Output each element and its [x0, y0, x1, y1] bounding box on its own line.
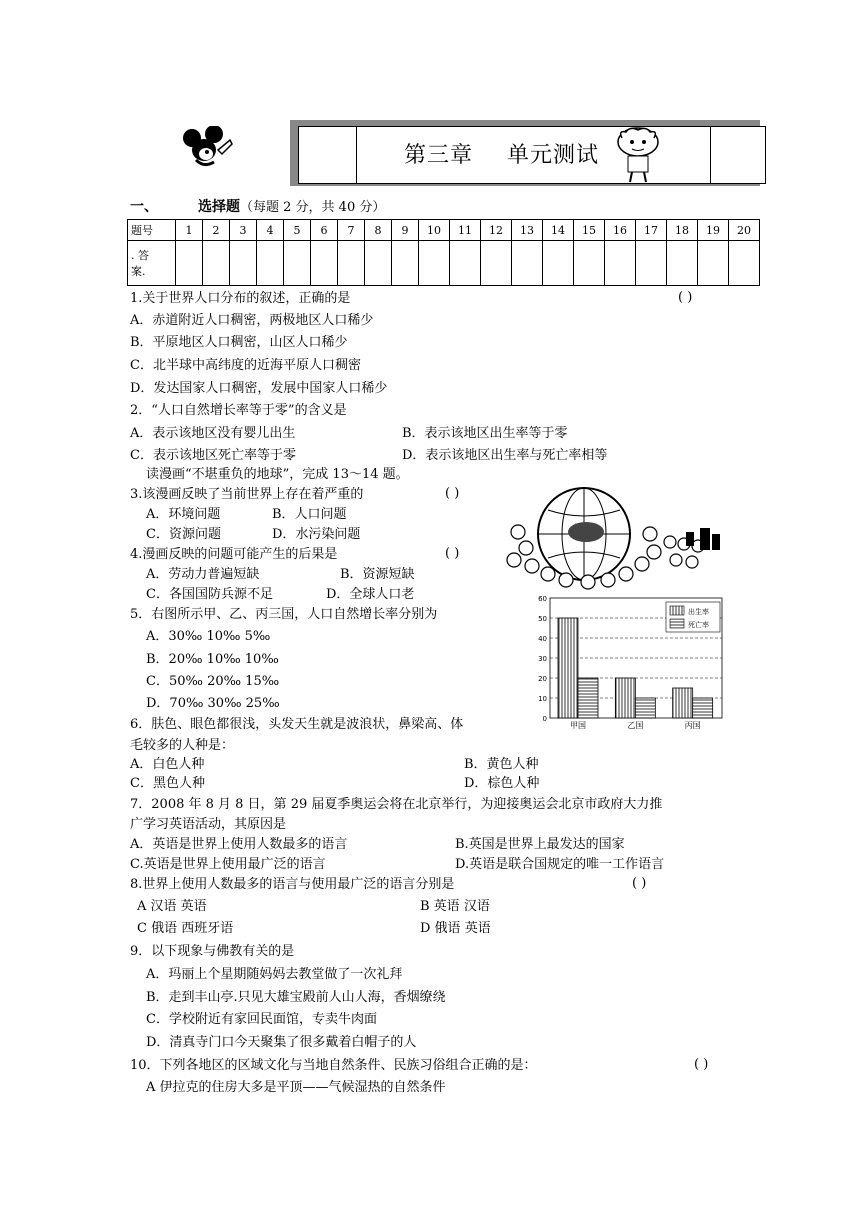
question-10: 10．下列各地区的区域文化与当地自然条件、民族习俗组合正确的是：: [130, 1058, 537, 1073]
question-number-cell: 14: [543, 220, 574, 241]
option-b: B．平原地区人口稠密，山区人口稀少: [130, 335, 348, 350]
question-4: 4.漫画反映的问题可能产生的后果是: [130, 547, 338, 562]
page-title: [404, 138, 633, 169]
answer-paren: ( ): [694, 1057, 709, 1072]
question-number-cell: 19: [698, 220, 729, 241]
question-3: 3.该漫画反映了当前世界上存在着严重的: [130, 487, 364, 502]
answer-cell[interactable]: [284, 241, 311, 286]
question-7: 7．2008 年 8 月 8 日，第 29 届夏季奥运会将在北京举行，为迎接奥运会北京市政府大力推: [130, 797, 663, 812]
answer-cell[interactable]: [636, 241, 667, 286]
answer-cell[interactable]: [365, 241, 392, 286]
answer-cell[interactable]: [729, 241, 760, 286]
option-c: C．各国国防兵源不足: [146, 587, 273, 602]
section-title: [130, 196, 385, 216]
option-a: A 汉语 英语: [137, 899, 207, 914]
answer-label-line: 案.: [131, 265, 146, 278]
y-tick-label: 60: [538, 595, 547, 603]
answer-cell[interactable]: [203, 241, 230, 286]
option-b: B.英国是世界上最发达的国家: [455, 837, 625, 852]
question-number-cell: 3: [230, 220, 257, 241]
option-d: D．全球人口老: [326, 587, 415, 602]
answer-paren: ( ): [632, 876, 647, 891]
question-6-cont: 毛较多的人种是：: [130, 738, 235, 753]
section-number: 一、: [130, 199, 158, 215]
option-a: A．劳动力普遍短缺: [146, 567, 260, 582]
x-tick-label: 丙国: [684, 721, 701, 730]
y-tick-label: 0: [542, 715, 547, 723]
y-tick-label: 30: [538, 655, 547, 663]
birth-death-rate-chart: [528, 594, 728, 738]
section-name: 选择题: [198, 199, 240, 215]
question-number-cell: 18: [667, 220, 698, 241]
y-tick-label: 10: [538, 695, 547, 703]
question-8: 8.世界上使用人数最多的语言与使用最广泛的语言分别是: [130, 877, 455, 892]
option-c: C．表示该地区死亡率等于零: [130, 448, 296, 463]
option-a: A．英语是世界上使用人数最多的语言: [130, 837, 348, 852]
option-b: B 英语 汉语: [420, 899, 490, 914]
answer-paren: ( ): [445, 546, 460, 561]
option-a: A．玛丽上个星期随妈妈去教堂做了一次礼拜: [146, 967, 403, 982]
answer-cell[interactable]: [176, 241, 203, 286]
chart-svg: [528, 594, 728, 734]
section-note: （每题 2 分，共 40 分）: [240, 200, 386, 215]
question-number-cell: 6: [311, 220, 338, 241]
question-6: 6．肤色、眼色都很浅，头发天生就是波浪状，鼻梁高、体: [130, 717, 464, 732]
x-tick-label: 甲国: [570, 721, 586, 730]
question-number-cell: 16: [605, 220, 636, 241]
option-d: D 俄语 英语: [420, 921, 491, 936]
option-b: B．资源短缺: [340, 567, 415, 582]
option-d: D．70‰ 30‰ 25‰: [146, 696, 280, 711]
answer-cell[interactable]: [338, 241, 365, 286]
overburdened-earth-cartoon: [504, 482, 724, 596]
option-c: C．50‰ 20‰ 15‰: [146, 674, 280, 689]
question-number-cell: 15: [574, 220, 605, 241]
answer-cell[interactable]: [450, 241, 481, 286]
question-2: 2．“人口自然增长率等于零”的含义是: [130, 403, 347, 418]
answer-cell[interactable]: [574, 241, 605, 286]
answer-table: [127, 219, 760, 286]
y-tick-label: 20: [538, 675, 547, 683]
option-b: B．表示该地区出生率等于零: [402, 426, 568, 441]
bar-死亡率: [693, 698, 713, 718]
reading-instruction: 读漫画“不堪重负的地球”，完成 13～14 题。: [146, 467, 409, 482]
option-c: C 俄语 西班牙语: [137, 921, 234, 936]
answer-cell[interactable]: [667, 241, 698, 286]
question-number-cell: 20: [729, 220, 760, 241]
title-label: 单元测试: [507, 143, 600, 168]
cartoon-sheep-icon: [612, 124, 664, 188]
question-number-cell: 17: [636, 220, 667, 241]
option-b: B．走到丰山亭.只见大雄宝殿前人山人海，香烟缭绕: [146, 990, 446, 1005]
option-b: B．人口问题: [272, 507, 347, 522]
option-b: B．20‰ 10‰ 10‰: [146, 652, 279, 667]
question-number-cell: 7: [338, 220, 365, 241]
bar-死亡率: [635, 698, 655, 718]
bar-死亡率: [578, 678, 598, 718]
legend-swatch: [670, 606, 684, 615]
option-d: D．棕色人种: [464, 776, 540, 791]
question-number-cell: 2: [203, 220, 230, 241]
option-a: A．赤道附近人口稠密，两极地区人口稀少: [130, 313, 374, 328]
option-d: D．表示该地区出生率与死亡率相等: [402, 448, 608, 463]
option-d: D.英语是联合国规定的唯一工作语言: [455, 857, 665, 872]
answer-paren: ( ): [678, 290, 693, 305]
option-c: C．学校附近有家回民面馆，专卖牛肉面: [146, 1012, 377, 1027]
legend-label: 出生率: [688, 608, 709, 616]
table-row-label: [128, 241, 176, 286]
option-d: D．水污染问题: [272, 527, 361, 542]
answer-cell[interactable]: [543, 241, 574, 286]
question-number-cell: 4: [257, 220, 284, 241]
table-row-label: 题号: [128, 220, 176, 241]
question-5: 5．右图所示甲、乙、丙三国，人口自然增长率分别为: [130, 607, 438, 622]
option-a: A．表示该地区没有婴儿出生: [130, 426, 296, 441]
bar-出生率: [615, 678, 635, 718]
answer-cell[interactable]: [311, 241, 338, 286]
question-number-cell: 13: [512, 220, 543, 241]
answer-label-line: . 答: [131, 249, 149, 262]
answer-paren: ( ): [445, 486, 460, 501]
option-c: C．黑色人种: [130, 776, 205, 791]
y-tick-label: 50: [538, 615, 547, 623]
option-a: A 伊拉克的住房大多是平顶——气候湿热的自然条件: [146, 1080, 446, 1095]
answer-cell[interactable]: [605, 241, 636, 286]
option-b: B．黄色人种: [464, 757, 539, 772]
answer-cell[interactable]: [257, 241, 284, 286]
y-tick-label: 40: [538, 635, 547, 643]
question-number-cell: 9: [392, 220, 419, 241]
question-7-cont: 广学习英语活动，其原因是: [130, 817, 287, 832]
question-number-cell: 11: [450, 220, 481, 241]
question-9: 9．以下现象与佛教有关的是: [130, 944, 295, 959]
legend-label: 死亡率: [688, 621, 709, 629]
option-a: A．白色人种: [130, 757, 205, 772]
bar-出生率: [558, 618, 578, 718]
header-divider: [356, 126, 357, 184]
header-divider: [710, 126, 711, 184]
bar-出生率: [673, 688, 693, 718]
chapter-label: 第三章: [404, 143, 474, 168]
option-a: A．环境问题: [146, 507, 221, 522]
option-d: D．发达国家人口稠密，发展中国家人口稀少: [130, 381, 388, 396]
answer-cell[interactable]: [481, 241, 512, 286]
answer-cell[interactable]: [392, 241, 419, 286]
question-number-cell: 10: [419, 220, 450, 241]
question-number-cell: 12: [481, 220, 512, 241]
answer-cell[interactable]: [419, 241, 450, 286]
legend-swatch: [670, 619, 684, 628]
answer-cell[interactable]: [512, 241, 543, 286]
option-d: D．清真寺门口今天聚集了很多戴着白帽子的人: [146, 1035, 417, 1050]
cartoon-mouse-icon: [180, 126, 236, 174]
answer-cell[interactable]: [698, 241, 729, 286]
question-number-cell: 1: [176, 220, 203, 241]
option-a: A．30‰ 10‰ 5‰: [146, 629, 271, 644]
option-c: C．资源问题: [146, 527, 221, 542]
question-number-cell: 8: [365, 220, 392, 241]
option-c: C.英语是世界上使用最广泛的语言: [130, 857, 326, 872]
answer-cell[interactable]: [230, 241, 257, 286]
question-number-cell: 5: [284, 220, 311, 241]
x-tick-label: 乙国: [627, 721, 644, 730]
question-1: 1.关于世界人口分布的叙述，正确的是: [130, 291, 351, 306]
option-c: C．北半球中高纬度的近海平原人口稠密: [130, 358, 361, 373]
